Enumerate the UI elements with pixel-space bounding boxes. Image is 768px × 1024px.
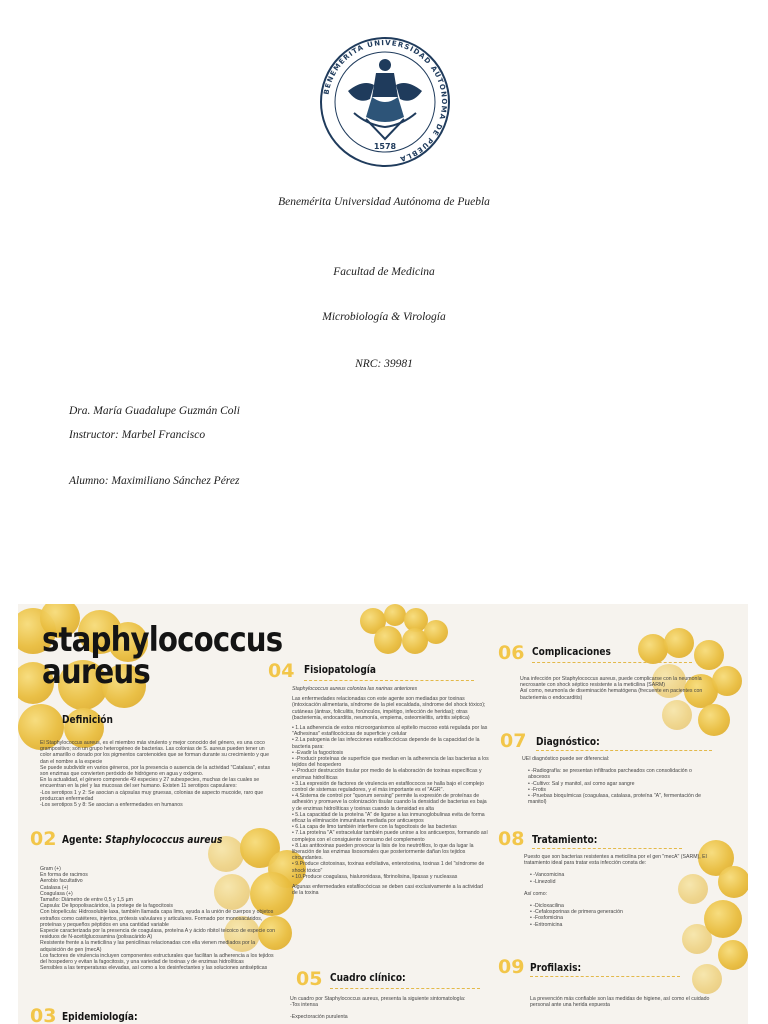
agent-line: Tamaño: Diámetro de entre 0,5 y 1,5 µm <box>40 897 133 904</box>
definicion-heading: Definición <box>62 714 113 726</box>
diag-list <box>522 768 714 805</box>
seal-year: 1578 <box>373 142 397 151</box>
agent-line: Resistente frente a la meticilina y las penicilinas relacionadas con ella vienen mediados por la adquisición de gen (mecA) <box>40 940 256 953</box>
trat-list-b <box>524 903 714 928</box>
agente-heading-species: Staphylococcus aureus <box>105 834 223 846</box>
def-line: Se puede subdividir en varios géneros, por la presencia o ausencia de la actividad "Catalasa", estas son enzimas que convierten peróxido de hidrógeno en agua y oxígeno. <box>40 764 271 778</box>
list-item: • 1.La adherencia de estos microorganismos al epitelio mucoso está regulada por las "Adhesinas" estafilocócicas de superficie y celular <box>292 725 490 737</box>
nrc-code: NRC: 39981 <box>355 358 413 370</box>
divider <box>330 988 480 989</box>
cuadro-line: -Tos intensa <box>290 1002 318 1009</box>
list-item: • -Vancomicina <box>530 872 714 878</box>
list-item: • 3.La expresión de factores de virulencia en estafilococos se halla bajo el complejo control de sistemas reguladores, y el más importante es el "AGR". <box>292 781 490 793</box>
section-number-09: 09 <box>498 956 525 978</box>
course-name: Microbiología & Virología <box>322 311 446 323</box>
agente-heading-prefix: Agente: <box>62 834 103 846</box>
def-line: En la actualidad, el género comprende 49 especies y 27 subespecies, muchas de las cuales se encuentran en la piel y las mucosas del ser humano. Existen 11 serotipos capsulares: <box>40 777 260 790</box>
university-name: Benemérita Universidad Autónoma de Puebla <box>278 196 490 208</box>
def-line: -Los serotipos 1 y 2: Se asocian a cápsulas muy gruesas, colonias de aspecto mucoide, raro que produzcan enfermedad <box>40 789 264 802</box>
compl-line: Así como, neumonía de diseminación hematógena (frecuente en pacientes con bacteriemia o endocarditis) <box>520 688 703 701</box>
faculty-name: Facultad de Medicina <box>333 266 435 278</box>
list-item: • 7.La proteína "A" extracelular también puede unirse a los anticuerpos, formando así complejos con el consiguiente consumo del complemento <box>292 830 490 842</box>
agent-line: Aerobio facultativo <box>40 878 83 885</box>
diagnostico-heading: Diagnóstico: <box>536 736 600 748</box>
list-item: • -Producir proteínas de superficie que median en la adherencia de las bacterias a los tejidos del hospedero <box>292 756 490 768</box>
list-item: • -Producir destrucción tisular por medio de la elaboración de toxinas específicas y enzimas hidrolíticas <box>292 768 490 780</box>
compl-line: Una infección por Staphylococcus aureus, puede complicarse con la neumonía necrosante con shock séptico resistente a la meticilina (SARM) <box>520 676 702 689</box>
agent-line: Con biopelícula: Hidrosoluble laxa, también llamada capa limo, ayuda a la unión de cuerpos y objetos extraños como catéteres, injertos, prótesis valvulares y articulares. Formado por monosacáridos, proteínas y pequeños péptidos en una cantidad variable <box>40 909 274 928</box>
section-number-08: 08 <box>498 828 525 850</box>
fisio-intro: Staphylococcus aureus coloniza las narinas anteriores <box>292 686 418 692</box>
list-item: • 4.Sistema de control por "quorum sensing" permite la expresión de proteínas de adhesión y promueve la colonización tisular cuando la densidad de bacterias es baja y de enzimas hidrolíticas y toxinas cuando la densidad es alta <box>292 793 490 812</box>
list-item: • -Cultivo: Sal y manitol, así como agar sangre <box>528 781 714 787</box>
agent-line: Los factores de virulencia incluyen componentes estructurales que facilitan la adherencia a los tejidos del hospedero y evitan la fagocitosis, y una variedad de toxinas y de enzimas hidrolíticas <box>40 952 274 966</box>
complicaciones-text <box>520 676 710 701</box>
def-line: -Los serotipos 5 y 8: Se asocian a enfermedades en humanos <box>40 802 183 809</box>
student-name: Alumno: Maximiliano Sánchez Pérez <box>69 475 240 487</box>
section-number-05: 05 <box>296 968 323 990</box>
cuadro-line: -Expectoración purulenta <box>290 1014 348 1021</box>
fisiopatologia-text <box>292 686 490 897</box>
title-line-1: staphylococcus <box>42 620 283 660</box>
tratamiento-text <box>524 854 714 928</box>
profilaxis-text: La prevención más confiable son las medidas de higiene, así como el cuidado personal ante una herida expuesta <box>530 996 710 1009</box>
divider <box>536 750 712 751</box>
cuadro-clinico-text <box>290 996 490 1021</box>
university-seal-icon <box>318 35 452 169</box>
def-line: El Staphylococcus aureus, es el miembro más virulento y mejor conocido del género, es una coco grampositivo; son un grupo heterogéneo de bacterias. Las colonias de S. aureus pueden tener un color amarillo o dorado por los pigmentos carotenoides que se forman durante su crecimiento y que dan el nombre a la especie <box>40 740 269 765</box>
list-item: • 2.La patogenia de las infecciones estafilocócicas depende de la capacidad de la bacteria para: <box>292 737 490 749</box>
trat-mid: Así como: <box>524 890 548 897</box>
divider <box>532 848 682 849</box>
poster-title <box>42 620 283 692</box>
agent-line: Sensibles a las temperaturas elevadas, así como a los desinfectantes y las soluciones antisépticas <box>40 965 268 972</box>
fisiopatologia-heading: Fisiopatología <box>304 664 376 676</box>
agent-line: Especie caracterizada por la presencia de coagulasa, proteína A y ácido ribitol teicoico de especie con residuos de N-acetilglucosamina (polisacárido A) <box>40 928 276 941</box>
title-line-2: aureus <box>42 652 150 692</box>
cuadro-clinico-heading: Cuadro clínico: <box>330 972 406 984</box>
agent-line: Coagulasa (+) <box>40 890 73 897</box>
list-item: • -Pruebas bioquímicas (coagulasa, catalasa, proteína "A", fermentación de manitol) <box>528 793 714 805</box>
profilaxis-heading: Profilaxis: <box>530 962 582 974</box>
cuadro-intro: Un cuadro por Staphylococcus aureus, presenta la siguiente sintomatología: <box>290 996 466 1002</box>
list-item: • -Evadir la fagocitosis <box>292 750 490 756</box>
agent-line: En forma de racimos <box>40 872 88 879</box>
fisio-list <box>292 725 490 880</box>
list-item: • -Radiografía: se presentan infiltrados parcheados con consolidación o abscesos <box>528 768 714 780</box>
fisio-paragraph: Las enfermedades relacionadas con este agente son mediadas por toxinas (intoxicación alimentaria, síndrome de la piel escaldada, síndrome del shock tóxico); cutáneas (ántrax, foliculitis, forúnculos, impétigo, infección de heridas); otras (bacteriemia, endocarditis, neumonía, empiema, osteomielitis, artritis séptica) <box>292 696 486 721</box>
list-item: • 5.La capacidad de la proteína "A" de ligarse a las inmunoglobulinas evita de forma eficaz la eliminación inmunitaria mediada por anticuerpos <box>292 812 490 824</box>
fisio-outro: Algunas enfermedades estafilocócicas se deben casi exclusivamente a la actividad de la toxina <box>292 884 483 897</box>
infographic-poster <box>18 604 748 1024</box>
section-number-07: 07 <box>500 730 527 752</box>
section-number-04: 04 <box>268 660 295 682</box>
divider <box>532 662 692 663</box>
agent-line: Capsula: De lipopolisacáridos, la protege de la fagocitosis <box>40 903 173 910</box>
diagnostico-text <box>522 756 714 805</box>
seal-ring-text: BENEMÉRITA UNIVERSIDAD AUTÓNOMA DE PUEBLA <box>322 38 449 164</box>
list-item: • -Linezolid <box>530 879 714 885</box>
doctor-name: Dra. María Guadalupe Guzmán Coli <box>69 405 240 417</box>
complicaciones-heading: Complicaciones <box>532 646 611 658</box>
divider <box>304 680 474 681</box>
instructor-name: Instructor: Marbel Francisco <box>69 429 206 441</box>
list-item: • -Eritromicina <box>530 922 714 928</box>
list-item: • 6.La capa de limo también interfiere con la fagocitosis de las bacterias <box>292 824 490 830</box>
list-item: • -Cefalosporinas de primera generación <box>530 909 714 915</box>
trat-intro: Puesto que son bacterias resistentes a meticilina por el gen "mecA" (SARM), El tratamiento ideal para tratar esta infección consta de: <box>524 854 707 867</box>
section-number-06: 06 <box>498 642 525 664</box>
agent-line: Gram (+) <box>40 866 61 872</box>
list-item: • 9.Produce citotoxinas, toxinas exfoliativa, enterotoxina, toxinas 1 del "síndrome de shock tóxico" <box>292 861 490 873</box>
list-item: • 10.Produce coagulasa, hialuronidasa, fibrinolisina, lipasas y nucleasas <box>292 874 490 880</box>
agente-text <box>40 866 276 971</box>
list-item: • 8.Las antitoxinas pueden provocar la lisis de los neutrófilos, lo que da lugar la liberación de las enzimas lisosomales que posteriormente dañan los tejidos circundantes. <box>292 843 490 862</box>
list-item: • -Frotis <box>528 787 714 793</box>
list-item: • -Dicloxacilina <box>530 903 714 909</box>
section-number-02: 02 <box>30 828 57 850</box>
definicion-text <box>40 740 276 808</box>
divider <box>530 976 680 977</box>
agent-line: Catalasa (+) <box>40 884 69 891</box>
diag-intro: UEI diagnóstico puede ser diferencial: <box>522 756 610 762</box>
agente-heading <box>62 834 222 846</box>
section-number-03: 03 <box>30 1005 57 1024</box>
trat-list-a <box>524 872 714 884</box>
list-item: • -Fosfomicina <box>530 915 714 921</box>
tratamiento-heading: Tratamiento: <box>532 834 598 846</box>
epidemiologia-heading: Epidemiología: <box>62 1011 138 1023</box>
